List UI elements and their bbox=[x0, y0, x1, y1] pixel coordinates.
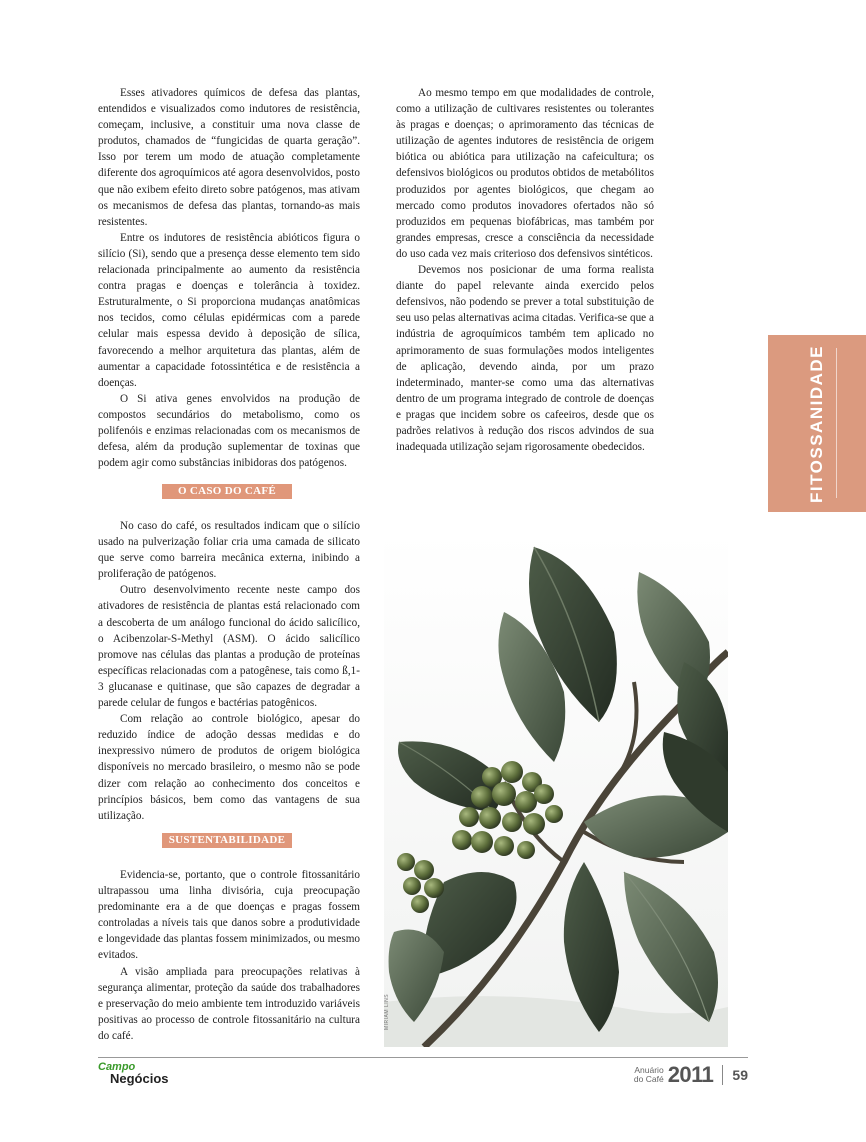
paragraph: Entre os indutores de resistência abióticos figura o silício (Si), sendo que a presença desse elemento tem sido relacionada principalmente ao aumento da resistência contra pragas e doenças e tolerância à toxidez. Estruturalmente, o Si proporciona mudanças anatômicas nos tecidos, como células epidérmicas com a parede celular mais espessa devido à deposição de sílica, favorecendo a melhor arquitetura das plantas, além de aumentar a capacidade fotossintética e de resistência a doenças. bbox=[98, 231, 360, 389]
logo-line-campo: Campo bbox=[98, 1061, 136, 1073]
article-column-caso bbox=[98, 518, 360, 824]
footer-rule bbox=[98, 1057, 748, 1058]
logo-line-negocios: Negócios bbox=[110, 1071, 169, 1086]
paragraph: Outro desenvolvimento recente neste campo dos ativadores de resistência de plantas está relacionado com a descoberta de um análogo funcional do ácido salicílico, o Acibenzolar-S-Methyl (ASM). O ácido salicílico promove nas células das plantas a produção de proteínas específicas relacionadas com a patogênese, tais como ß,1-3 glucanase e quitinase, que são capazes de degradar a parede celular de fungos e bactérias patogênicos. bbox=[98, 584, 360, 710]
footer-separator bbox=[722, 1065, 723, 1085]
page-number: 59 bbox=[732, 1067, 748, 1083]
publication-year: 2011 bbox=[667, 1062, 714, 1087]
campo-negocios-logo bbox=[98, 1062, 169, 1084]
coffee-branch-photo bbox=[384, 532, 728, 1047]
section-heading-caso: O CASO DO CAFÉ bbox=[162, 484, 292, 499]
paragraph: Evidencia-se, portanto, que o controle fitossanitário ultrapassou uma linha divisória, cuja preocupação predominante era a de que doenças e pragas fossem controladas a níveis tais que danos sobre a produtividade e longevidade das plantas fossem minimizados, ou mesmo evitados. bbox=[98, 869, 360, 962]
footer-publication bbox=[634, 1062, 748, 1088]
article-column-left-top bbox=[98, 85, 360, 471]
section-heading-sustentabilidade: SUSTENTABILIDADE bbox=[162, 833, 292, 848]
publication-line-2: do Café bbox=[633, 1074, 664, 1084]
side-tab-label: FITOSSANIDADE bbox=[807, 344, 826, 504]
paragraph: Ao mesmo tempo em que modalidades de controle, como a utilização de cultivares resistentes ou tolerantes às pragas e doenças; o aprimoramento das técnicas de utilização de agentes indutores de resistência de origem biótica ou abiótica para utilização na cafeicultura; os defensivos biológicos ou produtos obtidos de metabólitos produzidos por agentes biológicos, que chegam ao mercado como produtos inovadores ofertados não só produzidos em pequenas biofábricas, mas também por grandes empresas, cresce a consciência da necessidade do uso cada vez mais criterioso dos defensivos sintéticos. bbox=[396, 87, 654, 260]
photo-credit: MIRIAM LINS bbox=[384, 993, 390, 1030]
paragraph: Devemos nos posicionar de uma forma realista diante do papel relevante ainda exercido pelos defensivos, não podendo se prever a total substituição de seu uso pelas alternativas acima citadas. Verifica-se que a indústria de agroquímicos também tem aplicado no aprimoramento de suas formulações modos inteligentes de aplicação, devendo ainda, por um prazo indeterminado, manter-se como uma das alternativas dentro de um programa integrado de controle de doenças e pragas que incidem sobre os cafeeiros, desde que os padrões relativos à redução dos riscos advindos de sua inadequada utilização sejam rigorosamente obedecidos. bbox=[396, 264, 654, 454]
coffee-branch-illustration bbox=[384, 532, 728, 1047]
paragraph: O Si ativa genes envolvidos na produção de compostos secundários do metabolismo, como os polifenóis e enzimas relacionadas com os mecanismos de defesa, além da produção suplementar de toxinas que podem agir como substâncias inibidoras dos patógenos. bbox=[98, 392, 360, 470]
publication-name bbox=[634, 1066, 664, 1084]
publication-line-1: Anuário bbox=[634, 1065, 664, 1075]
paragraph: No caso do café, os resultados indicam que o silício usado na pulverização foliar cria uma camada de silicato que serve como barreira mecânica externa, inibindo a proliferação de patógenos. bbox=[98, 520, 360, 581]
side-tab-divider bbox=[836, 348, 837, 498]
article-column-sustentabilidade bbox=[98, 867, 360, 1044]
paragraph: Esses ativadores químicos de defesa das plantas, entendidos e visualizados como indutores de resistência, começam, inclusive, a constituir uma nova classe de produtos, chamados de “fungicidas de quarta geração”. Isso por terem um modo de atuação completamente diferente dos agroquímicos até agora desenvolvidos, posto que não exibem efeito direto sobre patógenos, mas ativam os mecanismos de defesa das plantas, tornando-as mais resistentes. bbox=[98, 87, 360, 228]
paragraph: A visão ampliada para preocupações relativas à segurança alimentar, proteção da saúde dos trabalhadores e preservação do meio ambiente tem introduzido variáveis positivas ao processo de controle fitossanitário na cultura do café. bbox=[98, 965, 360, 1042]
article-column-right bbox=[396, 85, 654, 455]
paragraph: Com relação ao controle biológico, apesar do reduzido índice de adoção dessas medidas e do inexpressivo número de produtos de origem biológica disponíveis no mercado brasileiro, o mesmo não se pode dizer com relação ao conhecimento dos conceitos e princípios básicos, bem como das vantagens de sua utilização. bbox=[98, 713, 360, 822]
